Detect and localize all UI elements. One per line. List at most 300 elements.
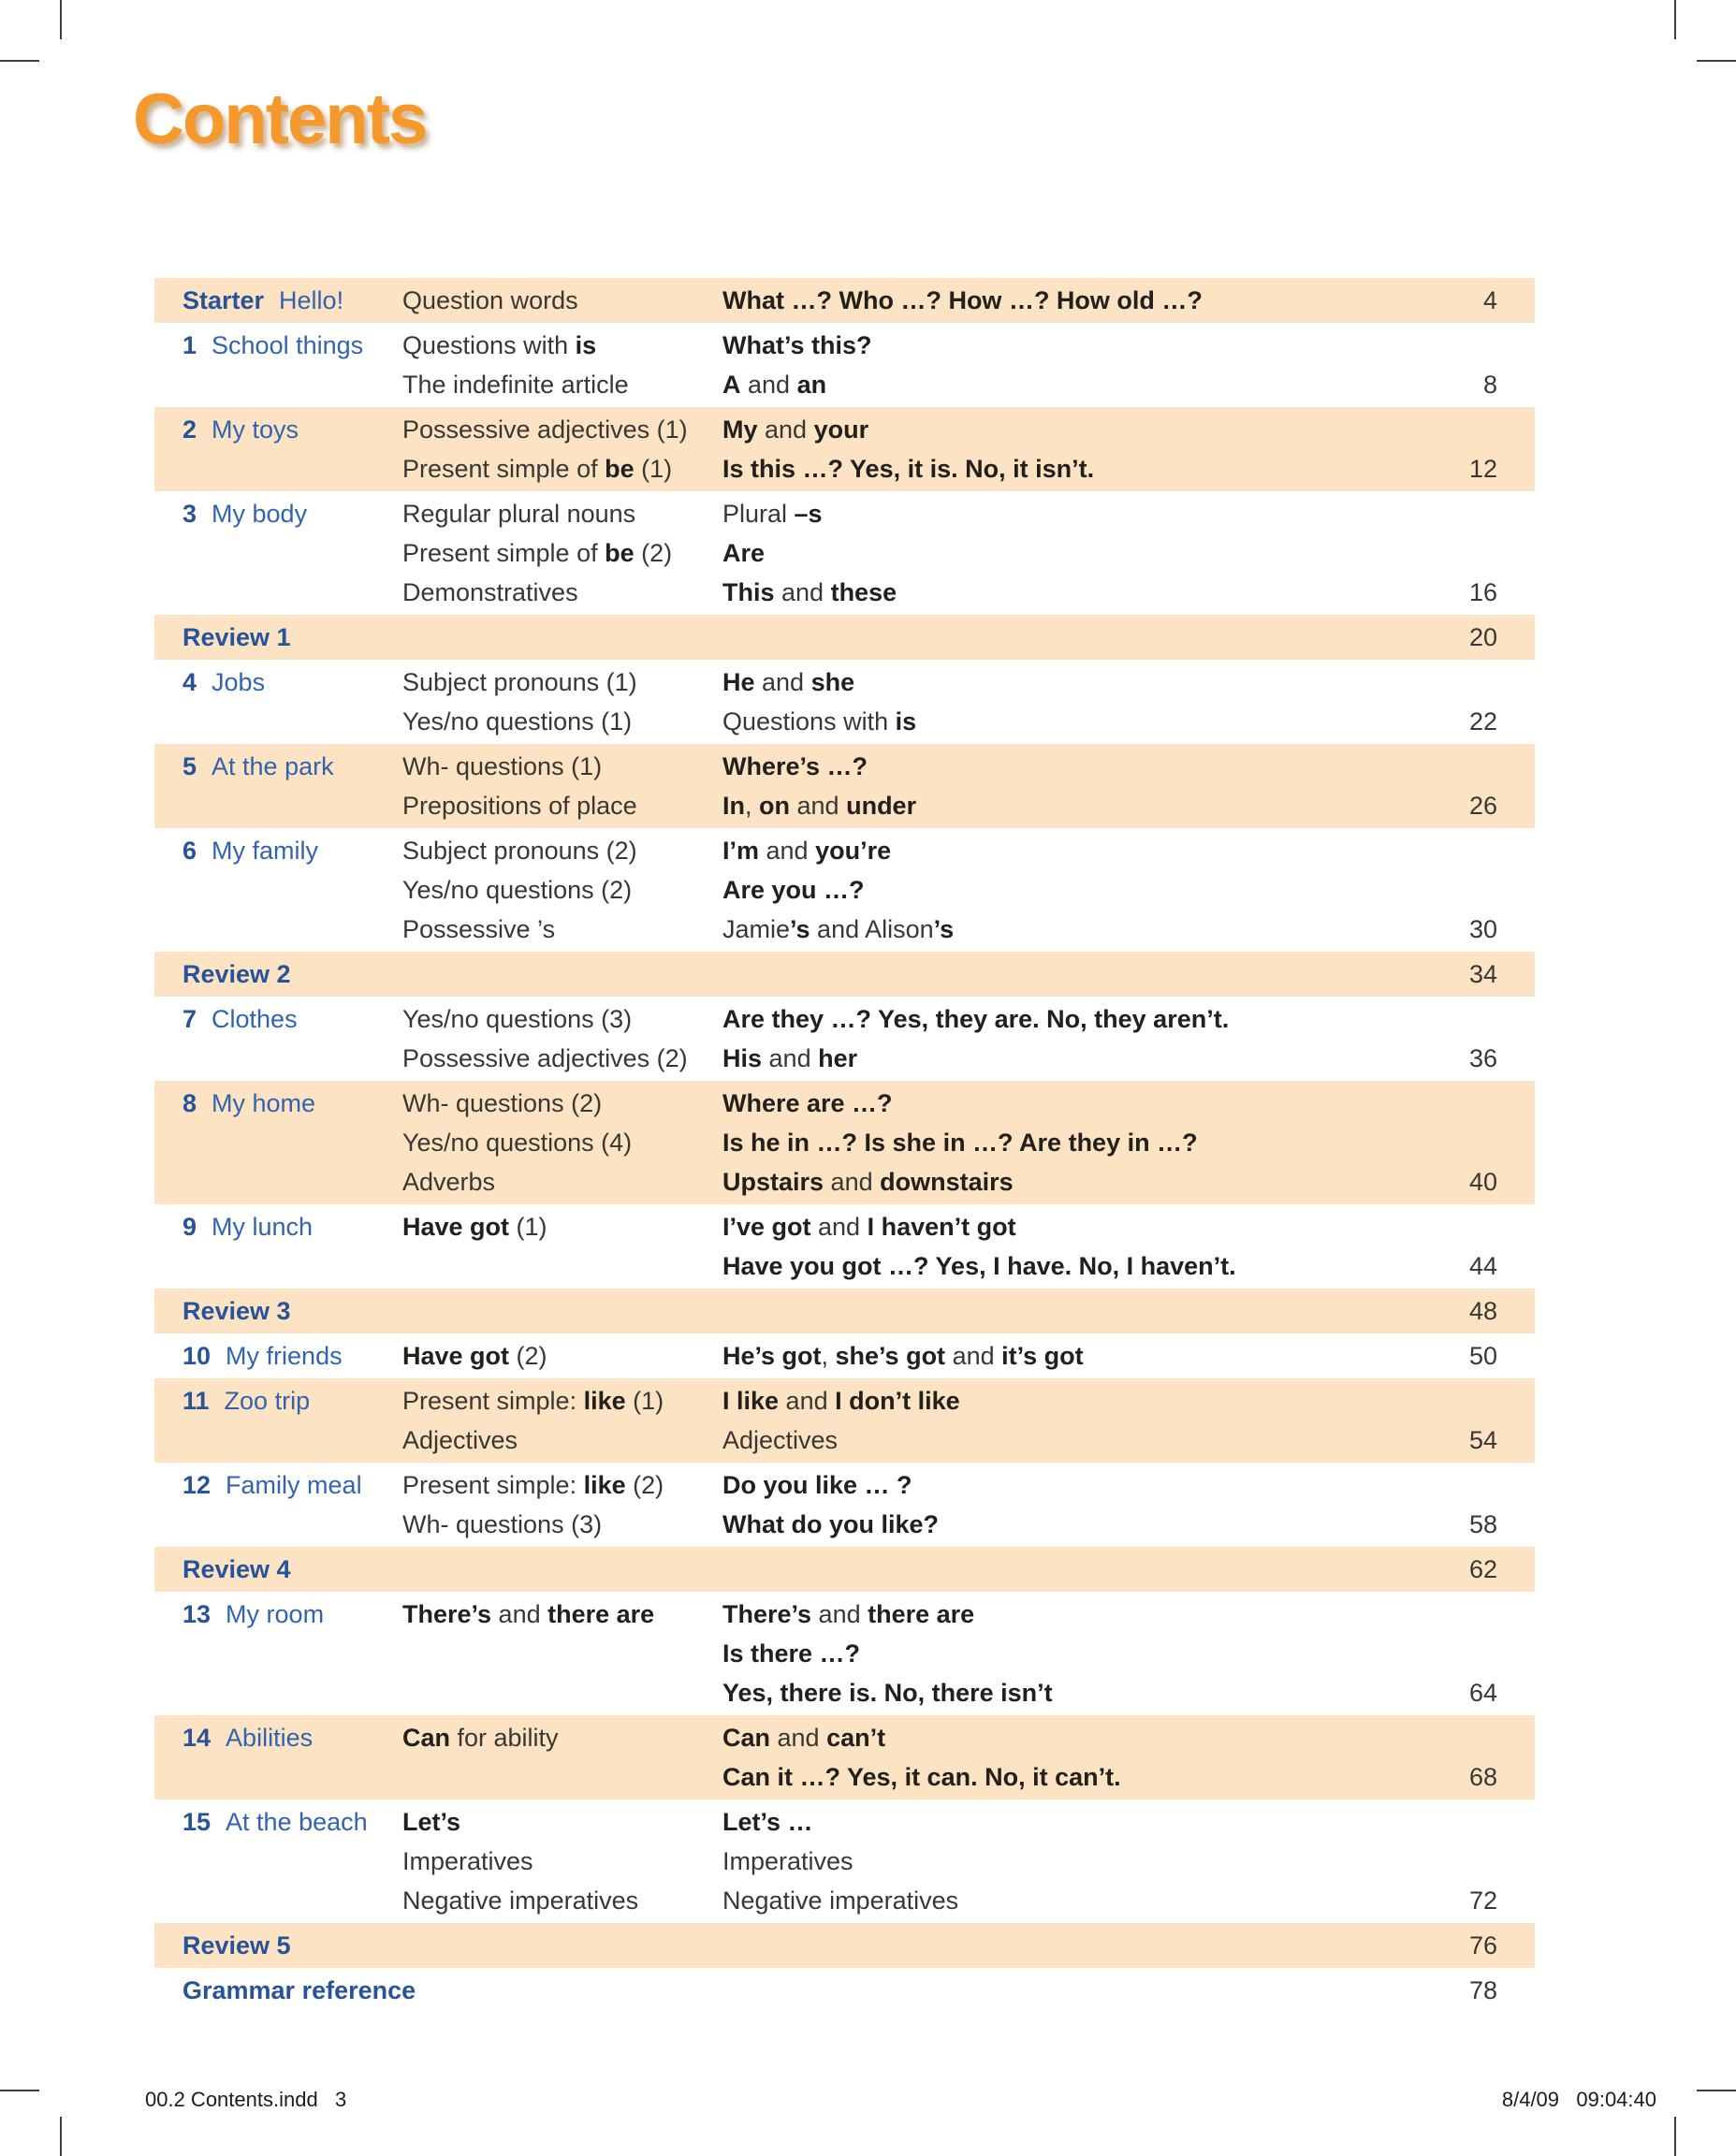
examples-column [722, 410, 1432, 488]
grammar-column [402, 747, 722, 825]
toc-row-15 [154, 1799, 1535, 1923]
page-number: 44 [1468, 1252, 1497, 1280]
example-line [722, 1039, 1432, 1078]
regular-text: , [745, 792, 760, 820]
regular-text: Imperatives [722, 1847, 853, 1875]
examples-column [722, 1595, 1432, 1712]
unit-cell [154, 1381, 402, 1460]
page-cell [1432, 1207, 1535, 1286]
unit-number: 9 [182, 1213, 197, 1241]
regular-text: Possessive adjectives (1) [402, 415, 688, 444]
unit-cell [154, 1595, 402, 1712]
page-number: 72 [1468, 1886, 1497, 1915]
unit-number: 4 [182, 668, 197, 696]
grammar-column [402, 281, 722, 320]
bold-text: your [813, 415, 869, 444]
page-cell [1432, 1718, 1535, 1797]
bold-text: Can [402, 1724, 451, 1752]
examples-column [722, 747, 1432, 825]
bold-text: like [583, 1387, 626, 1415]
regular-text: and [770, 1724, 827, 1752]
unit-number: 8 [182, 1089, 197, 1117]
unit-number: 11 [182, 1387, 210, 1415]
page-cell [1432, 954, 1535, 994]
unit-number: 15 [182, 1808, 212, 1836]
unit-cell [154, 1465, 402, 1544]
bold-text: downstairs [880, 1168, 1014, 1196]
regular-text: Present simple of [402, 455, 605, 483]
example-line [722, 1673, 1432, 1712]
bold-text: I’m [722, 837, 760, 865]
page-number: 4 [1482, 286, 1497, 314]
bold-text: Have got [402, 1342, 510, 1370]
page-number: 36 [1468, 1044, 1497, 1072]
bold-text: In [722, 792, 745, 820]
bold-text: be [605, 455, 635, 483]
page-number: 20 [1468, 623, 1497, 651]
page-cell [1432, 1084, 1535, 1202]
page-number: 8 [1482, 371, 1497, 399]
bold-text: is [895, 707, 917, 736]
example-line [722, 533, 1432, 573]
regular-text: Adverbs [402, 1168, 496, 1196]
grammar-line [402, 326, 722, 365]
grammar-line [402, 1505, 722, 1544]
example-line [722, 494, 1432, 533]
examples-column [722, 326, 1432, 404]
regular-text: Present simple: [402, 1387, 584, 1415]
grammar-line [402, 573, 722, 612]
unit-title: Zoo trip [224, 1387, 311, 1415]
regular-text: (1) [509, 1213, 547, 1241]
grammar-line [402, 281, 722, 320]
bold-text: –s [794, 500, 823, 528]
unit-title: Jobs [212, 668, 266, 696]
page-number: 78 [1468, 1976, 1497, 2004]
example-line [722, 1595, 1432, 1634]
example-line [722, 1207, 1432, 1246]
regular-text: and [740, 371, 797, 399]
example-line [722, 663, 1432, 702]
unit-cell [154, 281, 402, 320]
unit-cell [154, 663, 402, 741]
examples-column [722, 1718, 1432, 1797]
bold-text: Have got [402, 1213, 510, 1241]
grammar-line [402, 1084, 722, 1123]
bold-text: like [583, 1471, 626, 1499]
regular-text: Present simple of [402, 539, 605, 567]
unit-title: My home [212, 1089, 316, 1117]
example-line [722, 999, 1432, 1039]
page-number: 30 [1468, 915, 1497, 943]
toc-row-review-3 [154, 1289, 1535, 1333]
regular-text: and [811, 1600, 868, 1628]
contents-table [154, 278, 1535, 2013]
bold-text: He [722, 668, 755, 696]
toc-row-1 [154, 323, 1535, 407]
page-cell [1432, 410, 1535, 488]
regular-text: Subject pronouns (1) [402, 668, 637, 696]
grammar-column [402, 326, 722, 404]
footer-filename: 00.2 Contents.indd 3 [145, 2088, 347, 2111]
regular-text: Wh- questions (1) [402, 752, 603, 780]
grammar-line [402, 494, 722, 533]
bold-text: His [722, 1044, 763, 1072]
bold-text: There’s [402, 1600, 492, 1628]
page-number: 58 [1468, 1510, 1497, 1538]
regular-text: Prepositions of place [402, 792, 637, 820]
page-cell [1432, 747, 1535, 825]
toc-row-4 [154, 660, 1535, 744]
grammar-column [402, 1084, 722, 1202]
toc-row-11 [154, 1378, 1535, 1463]
regular-text: (2) [634, 539, 673, 567]
unit-number: 2 [182, 415, 197, 444]
toc-row-14 [154, 1715, 1535, 1799]
toc-row-3 [154, 491, 1535, 615]
examples-column [722, 1381, 1432, 1460]
bold-text: Where are …? [722, 1089, 893, 1117]
page-number: 26 [1468, 792, 1497, 820]
page-cell [1432, 1971, 1535, 2010]
unit-number: 6 [182, 837, 197, 865]
example-line [722, 702, 1432, 741]
examples-column [722, 1802, 1432, 1920]
regular-text: Possessive ’s [402, 915, 556, 943]
page-cell [1432, 1595, 1535, 1712]
crop-mark [60, 0, 62, 39]
grammar-line [402, 1802, 722, 1842]
examples-column [722, 281, 1432, 320]
page-cell [1432, 326, 1535, 404]
grammar-line [402, 999, 722, 1039]
grammar-column [402, 1336, 722, 1376]
regular-text: and [759, 837, 816, 865]
grammar-line [402, 1420, 722, 1460]
bold-text: He’s got [722, 1342, 822, 1370]
regular-text: and [491, 1600, 548, 1628]
grammar-line [402, 449, 722, 488]
regular-text: Plural [722, 500, 795, 528]
page-number: 64 [1468, 1679, 1497, 1707]
examples-column [722, 1207, 1432, 1286]
example-line [722, 281, 1432, 320]
regular-text: Yes/no questions (3) [402, 1005, 633, 1033]
unit-title: My body [212, 500, 308, 528]
unit-cell [154, 410, 402, 488]
regular-text: and [790, 792, 847, 820]
regular-text: and [762, 1044, 819, 1072]
page-cell [1432, 1465, 1535, 1544]
example-line [722, 365, 1432, 404]
unit-cell [154, 1336, 402, 1376]
example-line [722, 1162, 1432, 1202]
unit-cell [154, 1084, 402, 1202]
grammar-column [402, 663, 722, 741]
grammar-line [402, 831, 722, 870]
bold-text: ’s [933, 915, 955, 943]
grammar-line [402, 1336, 722, 1376]
toc-row-8 [154, 1081, 1535, 1204]
example-line [722, 831, 1432, 870]
unit-cell [154, 1207, 402, 1286]
example-line [722, 786, 1432, 825]
grammar-line [402, 1039, 722, 1078]
bold-text: you’re [815, 837, 892, 865]
bold-text: she’s got [835, 1342, 946, 1370]
bold-text: This [722, 578, 775, 606]
toc-row-5 [154, 744, 1535, 828]
unit-number: 5 [182, 752, 197, 780]
example-line [722, 1757, 1432, 1797]
bold-text: My [722, 415, 758, 444]
toc-row-9 [154, 1204, 1535, 1289]
toc-row-13 [154, 1592, 1535, 1715]
example-line [722, 410, 1432, 449]
grammar-line [402, 1123, 722, 1162]
bold-text: A [722, 371, 741, 399]
unit-title: My room [226, 1600, 325, 1628]
unit-number: 1 [182, 331, 197, 359]
regular-text: and [757, 415, 814, 444]
page-cell [1432, 494, 1535, 612]
regular-text: (2) [625, 1471, 664, 1499]
example-line [722, 1246, 1432, 1286]
regular-text: Yes/no questions (2) [402, 876, 633, 904]
examples-column [722, 1084, 1432, 1202]
unit-title: My friends [226, 1342, 343, 1370]
bold-text: there are [547, 1600, 655, 1628]
toc-row-10 [154, 1333, 1535, 1378]
bold-text: Is this …? Yes, it is. No, it isn’t. [722, 455, 1095, 483]
bold-text: Let’s [402, 1808, 461, 1836]
unit-cell [154, 1802, 402, 1920]
unit-number: 7 [182, 1005, 197, 1033]
bold-text: ’s [790, 915, 810, 943]
regular-text: and [779, 1387, 836, 1415]
print-footer [0, 2088, 1736, 2116]
examples-column [722, 999, 1432, 1078]
unit-number: 3 [182, 500, 197, 528]
page-cell [1432, 663, 1535, 741]
bold-text: Can [722, 1724, 771, 1752]
page-number: 48 [1468, 1297, 1497, 1325]
regular-text: and Alison [810, 915, 934, 943]
toc-row-review-1 [154, 615, 1535, 660]
bold-text: her [818, 1044, 858, 1072]
regular-text: Adjectives [722, 1426, 839, 1454]
grammar-line [402, 1718, 722, 1757]
page-number: 68 [1468, 1763, 1497, 1791]
toc-row-grammar-reference [154, 1968, 1535, 2013]
bold-text: on [759, 792, 791, 820]
page-number: 76 [1468, 1931, 1497, 1959]
bold-text: I’ve got [722, 1213, 811, 1241]
regular-text: Negative imperatives [402, 1886, 639, 1915]
example-line [722, 449, 1432, 488]
regular-text: Wh- questions (2) [402, 1089, 603, 1117]
toc-row-7 [154, 997, 1535, 1081]
example-line [722, 747, 1432, 786]
bold-text: she [810, 668, 855, 696]
unit-cell [154, 999, 402, 1078]
example-line [722, 870, 1432, 910]
grammar-line [402, 533, 722, 573]
page-number: 50 [1468, 1342, 1497, 1370]
bold-text: Can it …? Yes, it can. No, it can’t. [722, 1763, 1121, 1791]
bold-text: Where’s …? [722, 752, 868, 780]
bold-text: Upstairs [722, 1168, 824, 1196]
example-line [722, 1381, 1432, 1420]
bold-text: Is there …? [722, 1639, 861, 1668]
examples-column [722, 1336, 1432, 1376]
regular-text: (2) [509, 1342, 547, 1370]
unit-cell [154, 831, 402, 949]
unit-title: Family meal [226, 1471, 362, 1499]
bold-text: There’s [722, 1600, 812, 1628]
page-cell [1432, 831, 1535, 949]
regular-text: Negative imperatives [722, 1886, 959, 1915]
unit-number: 10 [182, 1342, 212, 1370]
regular-text: and [774, 578, 831, 606]
unit-title: At the beach [226, 1808, 368, 1836]
grammar-line [402, 1595, 722, 1634]
page-cell [1432, 999, 1535, 1078]
regular-text: Adjectives [402, 1426, 518, 1454]
unit-title: Clothes [212, 1005, 298, 1033]
review-label: Review 2 [182, 960, 291, 988]
grammar-line [402, 910, 722, 949]
grammar-column [402, 999, 722, 1078]
example-line [722, 1084, 1432, 1123]
example-line [722, 1634, 1432, 1673]
example-line [722, 1336, 1432, 1376]
unit-cell [154, 1718, 402, 1797]
examples-column [722, 831, 1432, 949]
bold-text: is [575, 331, 597, 359]
page-number: 54 [1468, 1426, 1497, 1454]
regular-text: Possessive adjectives (2) [402, 1044, 688, 1072]
grammar-reference-label: Grammar reference [182, 1976, 416, 2004]
grammar-column [402, 494, 722, 612]
page-cell [1432, 1926, 1535, 1965]
toc-row-review-5 [154, 1923, 1535, 1968]
toc-row-12 [154, 1463, 1535, 1547]
page-number: 34 [1468, 960, 1497, 988]
example-line [722, 910, 1432, 949]
unit-number: Starter [182, 286, 265, 314]
unit-cell [154, 747, 402, 825]
regular-text: Questions with [722, 707, 896, 736]
review-label: Review 1 [182, 623, 291, 651]
toc-row-6 [154, 828, 1535, 952]
regular-text: Imperatives [402, 1847, 533, 1875]
page-cell [1432, 618, 1535, 657]
regular-text: Yes/no questions (1) [402, 707, 633, 736]
bold-text: it’s got [1001, 1342, 1084, 1370]
grammar-column [402, 831, 722, 949]
page-cell [1432, 281, 1535, 320]
crop-mark [60, 2117, 62, 2156]
toc-row-review-4 [154, 1547, 1535, 1592]
crop-mark [0, 60, 39, 62]
regular-text: Subject pronouns (2) [402, 837, 637, 865]
example-line [722, 1842, 1432, 1881]
grammar-column [402, 1802, 722, 1920]
unit-title: Hello! [279, 286, 344, 314]
example-line [722, 1718, 1432, 1757]
footer-timestamp: 8/4/09 09:04:40 [1501, 2088, 1656, 2111]
regular-text: for ability [450, 1724, 559, 1752]
page-number: 22 [1468, 707, 1497, 736]
crop-mark [1697, 60, 1736, 62]
bold-text: What do you like? [722, 1510, 940, 1538]
regular-text: Demonstratives [402, 578, 578, 606]
page-number: 62 [1468, 1555, 1497, 1583]
review-label: Review 3 [182, 1297, 291, 1325]
regular-text: Jamie [722, 915, 791, 943]
unit-title: My family [212, 837, 319, 865]
page-number: 40 [1468, 1168, 1497, 1196]
page-cell [1432, 1550, 1535, 1589]
bold-text: I don’t like [835, 1387, 960, 1415]
example-line [722, 1505, 1432, 1544]
regular-text: Yes/no questions (4) [402, 1129, 633, 1157]
toc-row-review-2 [154, 952, 1535, 997]
grammar-line [402, 1162, 722, 1202]
bold-text: under [846, 792, 917, 820]
unit-title: My lunch [212, 1213, 314, 1241]
example-line [722, 573, 1432, 612]
bold-text: Have you got …? Yes, I have. No, I haven’t. [722, 1252, 1236, 1280]
grammar-column [402, 1465, 722, 1544]
grammar-line [402, 1465, 722, 1505]
review-label: Review 5 [182, 1931, 291, 1959]
bold-text: Yes, there is. No, there isn’t [722, 1679, 1053, 1707]
grammar-line [402, 365, 722, 404]
grammar-column [402, 1718, 722, 1797]
grammar-column [402, 1381, 722, 1460]
grammar-column [402, 410, 722, 488]
grammar-line [402, 1381, 722, 1420]
regular-text: Regular plural nouns [402, 500, 636, 528]
regular-text: Present simple: [402, 1471, 584, 1499]
bold-text: I like [722, 1387, 780, 1415]
grammar-line [402, 663, 722, 702]
bold-text: Are [722, 539, 766, 567]
bold-text: What …? Who …? How …? How old …? [722, 286, 1203, 314]
grammar-column [402, 1595, 722, 1712]
regular-text: Wh- questions (3) [402, 1510, 603, 1538]
page-cell [1432, 1336, 1535, 1376]
unit-number: 14 [182, 1724, 212, 1752]
grammar-line [402, 702, 722, 741]
review-label: Review 4 [182, 1555, 291, 1583]
regular-text: (1) [625, 1387, 664, 1415]
bold-text: these [830, 578, 897, 606]
grammar-line [402, 1842, 722, 1881]
example-line [722, 1802, 1432, 1842]
bold-text: there are [868, 1600, 975, 1628]
grammar-line [402, 786, 722, 825]
bold-text: be [605, 539, 635, 567]
example-line [722, 326, 1432, 365]
unit-title: Abilities [226, 1724, 314, 1752]
bold-text: I haven’t got [867, 1213, 1016, 1241]
grammar-line [402, 410, 722, 449]
toc-row-starter [154, 278, 1535, 323]
unit-title: School things [212, 331, 364, 359]
